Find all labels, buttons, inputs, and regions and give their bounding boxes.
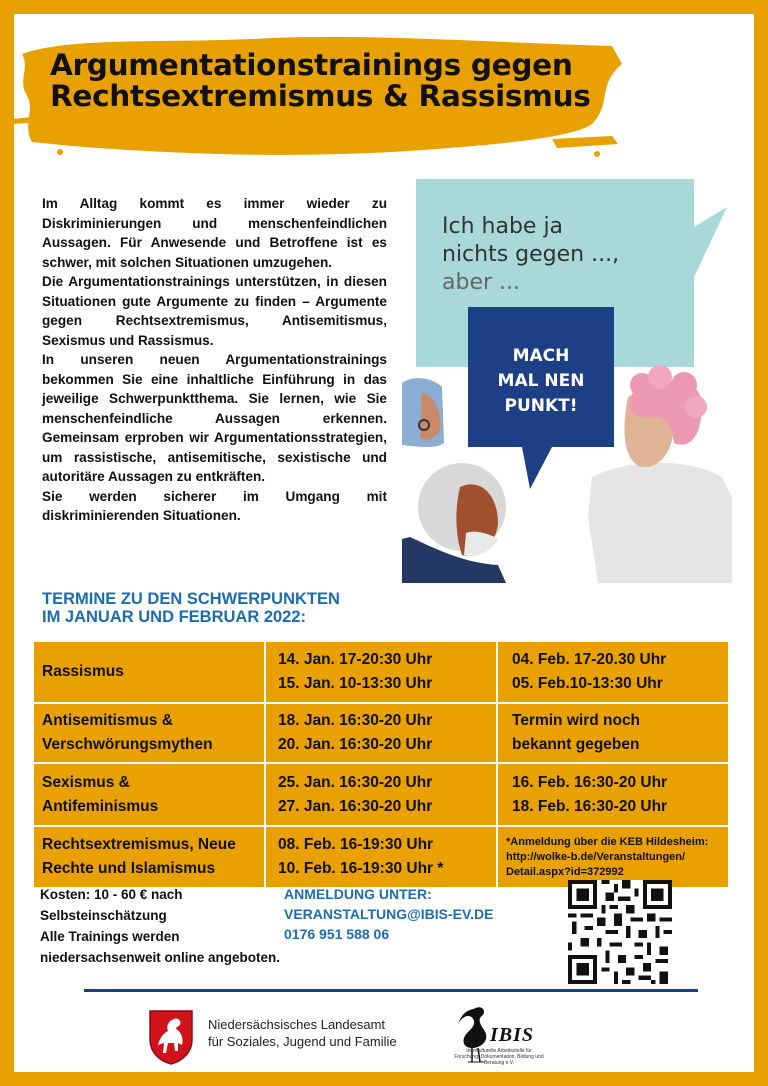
ibis-wordmark: IBIS bbox=[490, 1024, 535, 1046]
note-link[interactable]: http://wolke-b.de/Veranstaltungen/ bbox=[506, 850, 686, 863]
schedule-heading-line-1: TERMINE ZU DEN SCHWERPUNKTEN bbox=[42, 590, 340, 608]
registration-note bbox=[498, 827, 728, 887]
registration-email-link[interactable]: VERANSTALTUNG@IBIS-EV.DE bbox=[284, 906, 494, 922]
footer-divider bbox=[84, 989, 698, 992]
schedule-heading-line-2: IM JANUAR UND FEBRUAR 2022: bbox=[42, 608, 307, 626]
intro-paragraph-1: Im Alltag kommt es immer wieder zu Diskriminierungen und menschenfeindlichen Aussagen. Für Anwesende und Betroffene ist es schwer, mit solchen Situationen umzugehen. bbox=[42, 196, 387, 270]
topic-label: Rechtsextremismus, Neue bbox=[42, 836, 236, 853]
speech-bubble-1-line-3: aber ... bbox=[442, 270, 520, 295]
date-entry: 18. Jan. 16:30-20 Uhr bbox=[278, 712, 433, 729]
title-line-1: Argumentationstrainings gegen bbox=[50, 48, 573, 82]
title-line-2: Rechtsextremismus & Rassismus bbox=[50, 79, 591, 113]
date-entry: 15. Jan. 10-13:30 Uhr bbox=[278, 675, 433, 692]
speech-bubble-2-line-2: MAL NEN bbox=[497, 371, 585, 391]
registration-contact bbox=[284, 884, 493, 944]
topic-label: Antisemitismus & bbox=[42, 712, 173, 729]
date-entry: 05. Feb.10-13:30 Uhr bbox=[512, 675, 663, 692]
date-entry: 16. Feb. 16:30-20 Uhr bbox=[512, 773, 668, 791]
qr-code[interactable] bbox=[568, 880, 672, 984]
costs-line: Kosten: 10 - 60 € nach bbox=[40, 887, 183, 902]
note-link[interactable]: Detail.aspx?id=372992 bbox=[506, 865, 624, 878]
topic-cell-antisemitismus bbox=[34, 704, 264, 762]
date-entry: 18. Feb. 16:30-20 Uhr bbox=[512, 797, 668, 815]
conversation-illustration bbox=[402, 167, 732, 583]
date-entry: 10. Feb. 16-19:30 Uhr * bbox=[278, 860, 444, 877]
lsa-name-line-2: für Soziales, Jugend und Familie bbox=[208, 1034, 397, 1049]
date-entry: 27. Jan. 16:30-20 Uhr bbox=[278, 797, 433, 815]
topic-label: Rassismus bbox=[42, 663, 124, 680]
date-entry: 08. Feb. 16-19:30 Uhr bbox=[278, 836, 434, 853]
intro-text bbox=[42, 194, 387, 526]
schedule-table bbox=[34, 642, 724, 887]
ibis-subtitle: Interkulturelle Arbeitsstelle für Forschung, Dokumentation, Bildung und Beratung e.V. bbox=[454, 1048, 544, 1066]
costs-line: Alle Trainings werden bbox=[40, 929, 180, 944]
date-entry: 20. Jan. 16:30-20 Uhr bbox=[278, 736, 433, 753]
intro-paragraph-3: In unseren neuen Argumentationstrainings bekommen Sie eine inhaltliche Einführung in das jeweilige Schwerpunktthema. Sie lernen, wie Sie menschenfeindliche Aussagen erkennen. Gemeinsam erproben wir Argumentationsstrategien, um rassistische, antisemitische, sexistische und autoritäre Aussagen zu entkräften. bbox=[42, 352, 387, 484]
topic-label: Verschwörungsmythen bbox=[42, 736, 213, 753]
intro-paragraph-2: Die Argumentationstrainings unterstützen, in diesen Situationen gute Argumente zu finden – Argumente gegen Rechtsextremismus, Antisemitismus, Sexismus und Rassismus. bbox=[42, 274, 387, 348]
topic-cell-rassismus bbox=[34, 642, 264, 702]
lower-saxony-horse-emblem-icon bbox=[148, 1009, 194, 1065]
speech-bubble-1-line-2: nichts gegen ..., bbox=[442, 242, 620, 267]
registration-phone[interactable]: 0176 951 588 06 bbox=[284, 926, 390, 942]
dates-cell bbox=[266, 704, 496, 762]
dates-cell bbox=[266, 642, 496, 702]
date-entry: 14. Jan. 17-20:30 Uhr bbox=[278, 651, 433, 668]
registration-heading: ANMELDUNG UNTER: bbox=[284, 886, 432, 902]
flyer-page bbox=[14, 14, 754, 1072]
dates-cell bbox=[266, 764, 496, 825]
intro-paragraph-4: Sie werden sicherer im Umgang mit diskriminierenden Situationen. bbox=[42, 488, 387, 523]
costs-info bbox=[40, 884, 280, 968]
lsa-name-line-1: Niedersächsisches Landesamt bbox=[208, 1017, 386, 1032]
costs-line: niedersachsenweit online angeboten. bbox=[40, 950, 281, 965]
topic-label: Sexismus & bbox=[42, 773, 130, 791]
dates-cell bbox=[498, 704, 728, 762]
date-entry: bekannt gegeben bbox=[512, 736, 640, 753]
dates-cell bbox=[498, 642, 728, 702]
dates-cell bbox=[498, 764, 728, 825]
dates-cell bbox=[266, 827, 496, 887]
date-entry: 25. Jan. 16:30-20 Uhr bbox=[278, 773, 433, 791]
topic-label: Rechte und Islamismus bbox=[42, 860, 216, 877]
schedule-heading bbox=[42, 590, 340, 626]
note-line: *Anmeldung über die KEB Hildesheim: bbox=[506, 835, 709, 848]
speech-bubble-2-line-1: MACH bbox=[512, 346, 570, 366]
topic-label: Antifeminismus bbox=[42, 797, 159, 815]
speech-bubble-2-line-3: PUNKT! bbox=[504, 396, 578, 416]
topic-cell-rechtsextremismus bbox=[34, 827, 264, 887]
topic-cell-sexismus bbox=[34, 764, 264, 825]
lsa-name bbox=[208, 1016, 397, 1050]
speech-bubble-1-line-1: Ich habe ja bbox=[442, 214, 564, 239]
page-title bbox=[50, 50, 591, 112]
date-entry: Termin wird noch bbox=[512, 712, 641, 729]
costs-line: Selbsteinschätzung bbox=[40, 908, 167, 923]
date-entry: 04. Feb. 17-20.30 Uhr bbox=[512, 651, 667, 668]
